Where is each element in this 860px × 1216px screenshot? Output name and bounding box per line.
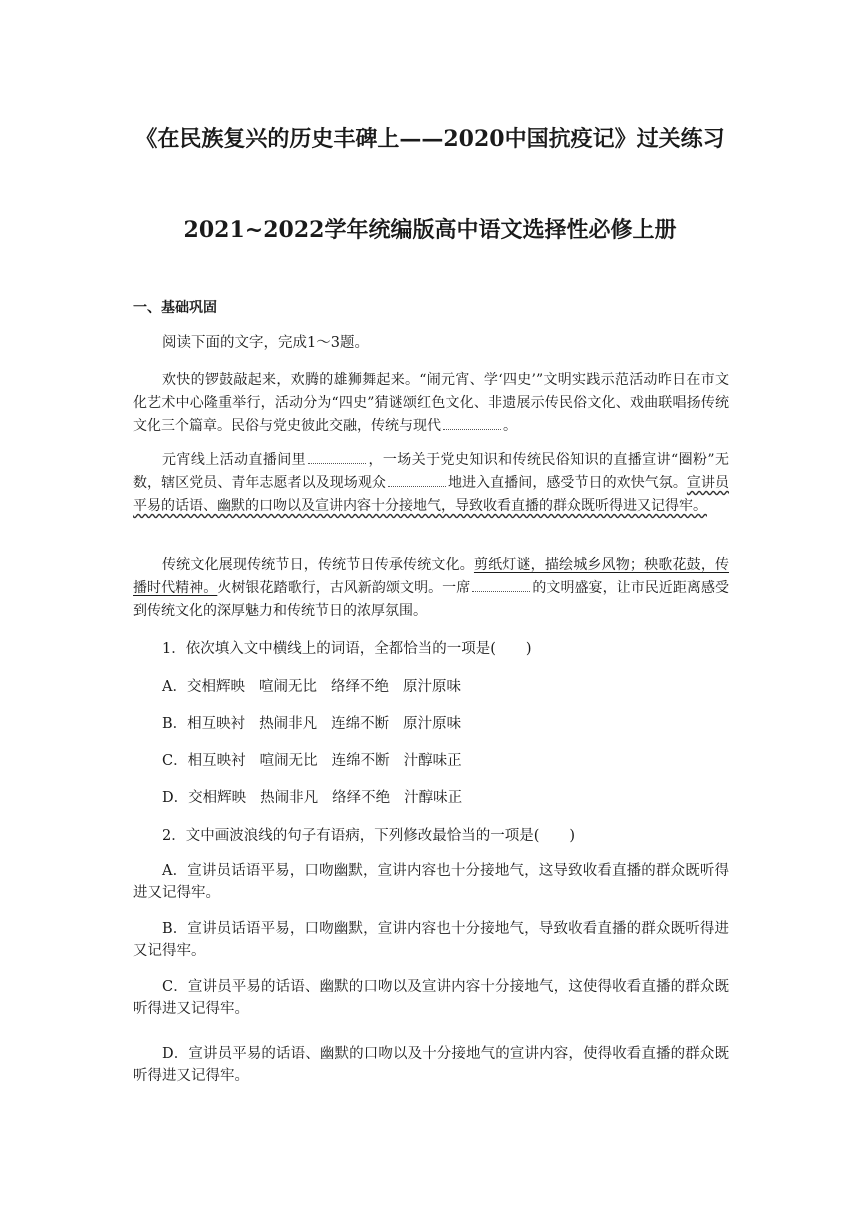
question-2-option-d: D．宣讲员平易的话语、幽默的口吻以及十分接地气的宣讲内容，使得收看直播的群众既听得进又记得牢。 [133, 1046, 729, 1084]
passage-paragraph-3 [133, 554, 729, 623]
passage-text: 地进入直播间，感受节日的欢快气氛。 [447, 475, 687, 491]
passage-paragraph-1 [133, 369, 729, 438]
passage-text: 传统文化展现传统节日，传统节日传承传统文化。 [162, 557, 474, 573]
question-1-option-b: B．相互映衬 热闹非凡 连绵不断 原汁原味 [162, 716, 462, 732]
fill-blank-1 [443, 415, 501, 430]
question-2-option-a: A．宣讲员话语平易，口吻幽默，宣讲内容也十分接地气，这导致收看直播的群众既听得进又记得牢。 [133, 863, 729, 901]
passage-text: 元宵线上活动直播间里 [162, 452, 307, 468]
question-2-option-b: B．宣讲员话语平易，口吻幽默，宣讲内容也十分接地气，导致收看直播的群众既听得进又记得牢。 [133, 921, 729, 959]
question-1-option-c: C．相互映衬 喧闹无比 连绵不断 汁醇味正 [162, 753, 462, 769]
reading-instruction: 阅读下面的文字，完成1～3题。 [162, 335, 369, 351]
fill-blank-3 [388, 472, 446, 487]
page-subtitle: 2021~2022学年统编版高中语文选择性必修上册 [183, 217, 677, 243]
page-title: 《在民族复兴的历史丰碑上——2020中国抗疫记》过关练习 [135, 126, 725, 152]
question-2-stem: 2．文中画波浪线的句子有语病，下列修改最恰当的一项是( ) [162, 828, 576, 844]
passage-text: 的文明盛宴，让市民近距离感受到传统文化的深厚魅力和传统节日的浓厚氛围。 [133, 580, 730, 619]
passage-text: 火树银花踏歌行，古风新韵颂文明。一席 [217, 580, 471, 596]
question-1-stem: 1．依次填入文中横线上的词语，全都恰当的一项是( ) [162, 641, 532, 657]
question-2-option-c: C．宣讲员平易的话语、幽默的口吻以及宣讲内容十分接地气，这使得收看直播的群众既听得进又记得牢。 [133, 979, 729, 1017]
passage-text: 。 [503, 418, 517, 434]
passage-paragraph-2 [133, 449, 729, 518]
passage-text: 欢快的锣鼓敲起来，欢腾的雄狮舞起来。“闹元宵、学‘四史’”文明实践示范活动昨日在市文化艺术中心隆重举行，活动分为“四史”猜谜颂红色文化、非遗展示传民俗文化、戏曲联唱扬传统文化三个篇章。民俗与党史彼此交融，传统与现代 [133, 372, 729, 434]
passage-text: ，一场关于党史知识和传统民俗知识的直播宣讲“圈粉”无数，辖区党员、青年志愿者以及现场观众 [133, 452, 729, 491]
fill-blank-2 [308, 449, 366, 464]
section-heading: 一、基础巩固 [133, 300, 217, 316]
underlined-sentence: 剪纸灯谜，描绘城乡风物；秧歌花鼓，传播时代精神。 [133, 557, 730, 596]
wavy-underlined-sentence: 宣讲员平易的话语、幽默的口吻以及宣讲内容十分接地气，导致收看直播的群众既听得进又记得牢。 [133, 475, 730, 514]
question-1-option-d: D．交相辉映 热闹非凡 络绎不绝 汁醇味正 [162, 790, 463, 806]
question-1-option-a: A．交相辉映 喧闹无比 络绎不绝 原汁原味 [162, 679, 461, 695]
fill-blank-4 [472, 577, 530, 592]
